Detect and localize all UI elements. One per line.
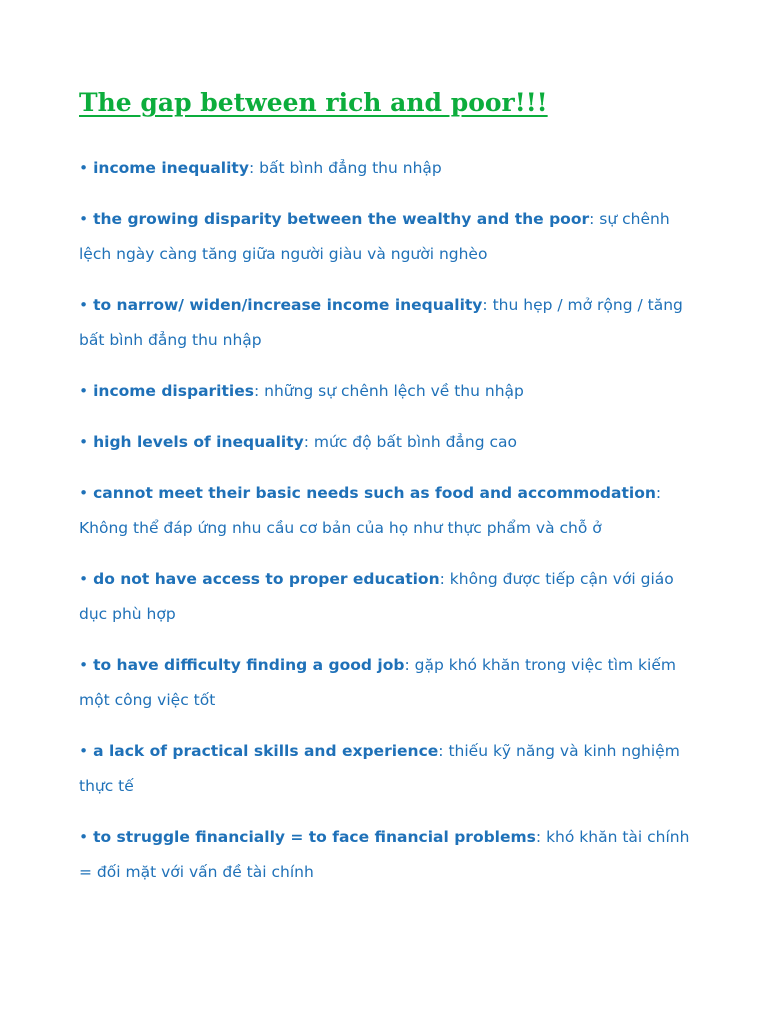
separator: : <box>404 656 410 674</box>
definition: bất bình đẳng thu nhập <box>259 159 442 177</box>
term: a lack of practical skills and experience <box>93 742 439 760</box>
separator: : <box>589 210 595 228</box>
definition: những sự chênh lệch về thu nhập <box>264 382 524 400</box>
definition: gặp khó khăn trong việc tìm kiếm một công việc tốt <box>79 656 676 709</box>
term: cannot meet their basic needs such as food and accommodation <box>93 484 656 502</box>
bullet-icon: • <box>79 828 89 846</box>
list-item <box>79 734 691 804</box>
separator: : <box>303 433 309 451</box>
bullet-icon: • <box>79 484 89 502</box>
term: do not have access to proper education <box>93 570 440 588</box>
list-item <box>79 648 691 718</box>
bullet-icon: • <box>79 210 89 228</box>
term: to narrow/ widen/increase income inequality <box>93 296 483 314</box>
list-item <box>79 288 691 358</box>
list-item <box>79 202 691 272</box>
bullet-icon: • <box>79 382 89 400</box>
separator: : <box>482 296 488 314</box>
separator: : <box>253 382 260 400</box>
separator: : <box>248 159 255 177</box>
definition: mức độ bất bình đẳng cao <box>313 433 518 451</box>
list-item <box>79 476 691 546</box>
term: to have difficulty finding a good job <box>93 656 405 674</box>
separator: : <box>535 828 542 846</box>
definition: Không thể đáp ứng nhu cầu cơ bản của họ như thực phẩm và chỗ ở <box>79 519 602 537</box>
definition: thiếu kỹ năng và kinh nghiệm thực tế <box>79 742 680 795</box>
list-item <box>79 820 691 890</box>
bullet-icon: • <box>79 296 89 314</box>
separator: : <box>655 484 662 502</box>
term: high levels of inequality <box>93 433 304 451</box>
separator: : <box>438 742 444 760</box>
term: to struggle financially = to face financial problems <box>93 828 536 846</box>
definition: thu hẹp / mở rộng / tăng bất bình đẳng thu nhập <box>79 296 683 349</box>
list-item <box>79 425 691 460</box>
bullet-icon: • <box>79 742 89 760</box>
separator: : <box>439 570 445 588</box>
definition: không được tiếp cận với giáo dục phù hợp <box>79 570 674 623</box>
list-item <box>79 374 691 409</box>
page-title: The gap between rich and poor!!! <box>79 88 548 117</box>
definition: khó khăn tài chính = đối mặt với vấn đề tài chính <box>79 828 690 881</box>
list-item <box>79 151 691 186</box>
bullet-icon: • <box>79 159 89 177</box>
term: the growing disparity between the wealthy and the poor <box>93 210 590 228</box>
bullet-icon: • <box>79 433 89 451</box>
list-item <box>79 562 691 632</box>
vocabulary-list <box>79 151 691 906</box>
bullet-icon: • <box>79 656 89 674</box>
term: income disparities <box>93 382 254 400</box>
definition: sự chênh lệch ngày càng tăng giữa người giàu và người nghèo <box>79 210 670 263</box>
term: income inequality <box>93 159 249 177</box>
bullet-icon: • <box>79 570 89 588</box>
